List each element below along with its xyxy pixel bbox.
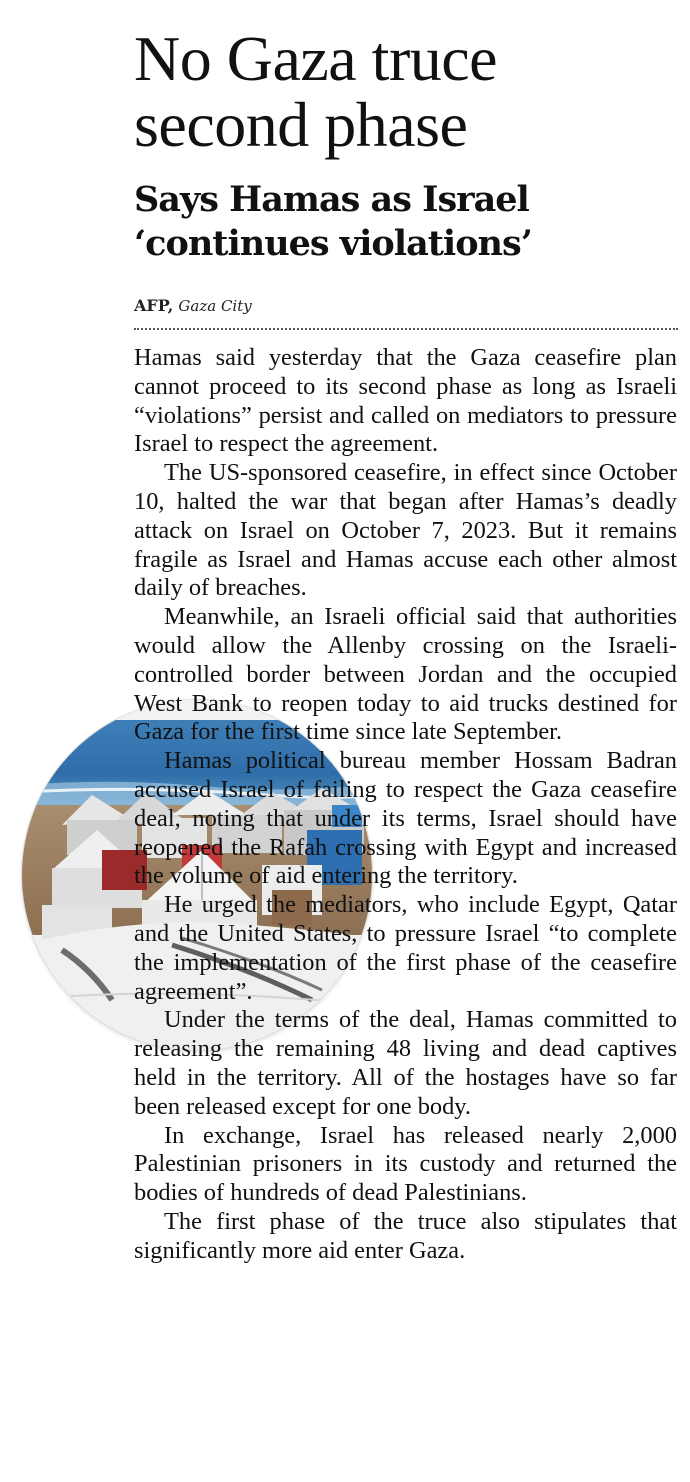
byline-agency: AFP, — [134, 296, 174, 315]
paragraph-3: Meanwhile, an Israeli official said that authorities would allow the Allenby crossing on the Israeli-controlled border between Jordan and the occupied West Bank to reopen today to aid trucks destined for Gaza for the first time since late September. — [134, 603, 677, 746]
paragraph-7: In exchange, Israel has released nearly 2,000 Palestinian prisoners in its custody and returned the bodies of hundreds of dead Palestinians. — [134, 1121, 677, 1207]
paragraph-2: The US-sponsored ceasefire, in effect since October 10, halted the war that began after Hamas’s deadly attack on Israel on October 7, 2023. But it remains fragile as Israel and Hamas accuse each other almost daily of breaches. — [134, 459, 677, 602]
paragraph-5: He urged the mediators, who include Egypt, Qatar and the United States, to pressure Israel “to complete the implementation of the first phase of the ceasefire agreement”. — [134, 891, 677, 1005]
paragraph-4: Hamas political bureau member Hossam Badran accused Israel of failing to respect the Gaza ceasefire deal, noting that under its terms, Israel should have reopened the Rafah crossing with Egypt and increased the volume of aid entering the territory. — [134, 747, 677, 890]
paragraph-8: The first phase of the truce also stipulates that significantly more aid enter Gaza. — [134, 1207, 677, 1264]
paragraph-6: Under the terms of the deal, Hamas committed to releasing the remaining 48 living and dead captives held in the territory. All of the hostages have so far been released except for one body. — [134, 1006, 677, 1120]
byline-place: Gaza City — [178, 297, 252, 315]
byline — [134, 296, 252, 315]
byline-divider — [134, 328, 678, 330]
paragraph-1: Hamas said yesterday that the Gaza ceasefire plan cannot proceed to its second phase as long as Israeli “violations” persist and called on mediators to pressure Israel to respect the agreement. — [134, 344, 677, 458]
subheadline: Says Hamas as Israel ‘continues violations’ — [134, 179, 532, 264]
headline: No Gaza truce second phase — [134, 23, 498, 160]
article-body — [134, 344, 677, 1266]
